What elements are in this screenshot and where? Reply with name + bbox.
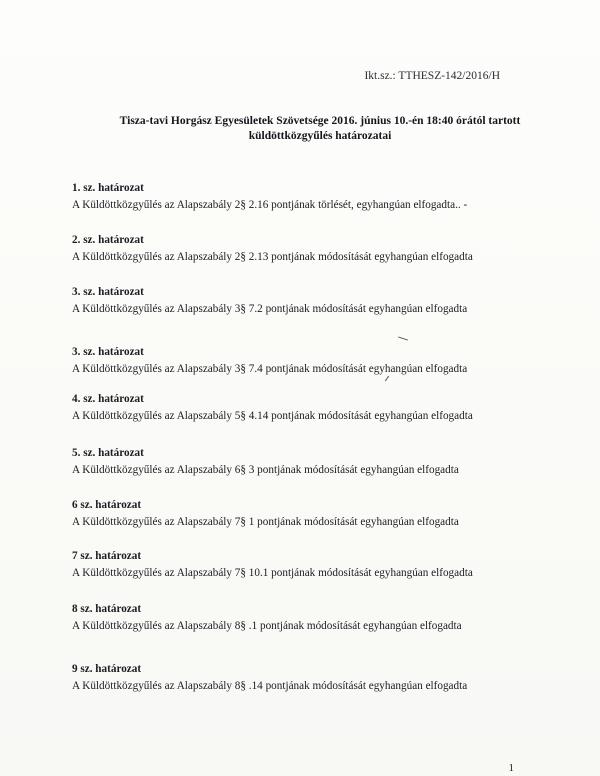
resolution-text: A Küldöttközgyűlés az Alapszabály 8§ .14 pontjának módosítását egyhangúan elfogadta — [72, 680, 468, 692]
page-number: 1 — [508, 762, 514, 774]
pen-mark — [385, 376, 389, 381]
document-title-line-2: küldöttközgyűlés határozatai — [248, 130, 392, 142]
resolution-text: A Küldöttközgyűlés az Alapszabály 7§ 10.1 pontjának módosítását egyhangúan elfogadta — [72, 567, 473, 579]
resolution-heading: 5. sz. határozat — [72, 447, 144, 459]
resolution-3b — [72, 345, 552, 376]
resolution-heading: 3. sz. határozat — [72, 286, 144, 298]
reference-number: Ikt.sz.: TTHESZ-142/2016/H — [364, 70, 500, 82]
resolution-3 — [72, 285, 552, 316]
resolution-8 — [72, 602, 552, 633]
resolution-4 — [72, 392, 552, 423]
resolution-7 — [72, 549, 552, 580]
resolution-5 — [72, 446, 552, 477]
document-title — [60, 114, 580, 144]
resolution-1 — [72, 181, 552, 212]
resolution-heading: 4. sz. határozat — [72, 393, 144, 405]
resolution-heading: 1. sz. határozat — [72, 182, 144, 194]
pen-mark — [398, 336, 408, 340]
resolution-text: A Küldöttközgyűlés az Alapszabály 2§ 2.16 pontjának törlését, egyhangúan elfogadta.. - — [72, 199, 468, 211]
resolution-text: A Küldöttközgyűlés az Alapszabály 3§ 7.4 pontjának módosítását egyhangúan elfogadta — [72, 363, 468, 375]
resolution-heading: 2. sz. határozat — [72, 234, 144, 246]
resolution-text: A Küldöttközgyűlés az Alapszabály 3§ 7.2 pontjának módosítását egyhangúan elfogadta — [72, 303, 468, 315]
resolution-heading: 8 sz. határozat — [72, 603, 142, 615]
resolution-heading: 9 sz. határozat — [72, 663, 142, 675]
resolution-text: A Küldöttközgyűlés az Alapszabály 8§ .1 pontjának módosítását egyhangúan elfogadta — [72, 620, 462, 632]
resolution-9 — [72, 662, 552, 693]
resolution-text: A Küldöttközgyűlés az Alapszabály 5§ 4.14 pontjának módosítását egyhangúan elfogadta — [72, 410, 473, 422]
resolution-text: A Küldöttközgyűlés az Alapszabály 7§ 1 pontjának módosítását egyhangúan elfogadta — [72, 516, 459, 528]
resolution-heading: 3. sz. határozat — [72, 346, 144, 358]
resolution-2 — [72, 233, 552, 264]
resolution-heading: 6 sz. határozat — [72, 499, 142, 511]
resolution-6 — [72, 498, 552, 529]
document-title-line-1: Tisza-tavi Horgász Egyesületek Szövetsége 2016. június 10.-én 18:40 órától tartott — [119, 115, 521, 127]
resolution-text: A Küldöttközgyűlés az Alapszabály 6§ 3 pontjának módosítását egyhangúan elfogadta — [72, 464, 459, 476]
resolution-text: A Küldöttközgyűlés az Alapszabály 2§ 2.13 pontjának módosítását egyhangúan elfogadta — [72, 251, 473, 263]
resolution-heading: 7 sz. határozat — [72, 550, 142, 562]
